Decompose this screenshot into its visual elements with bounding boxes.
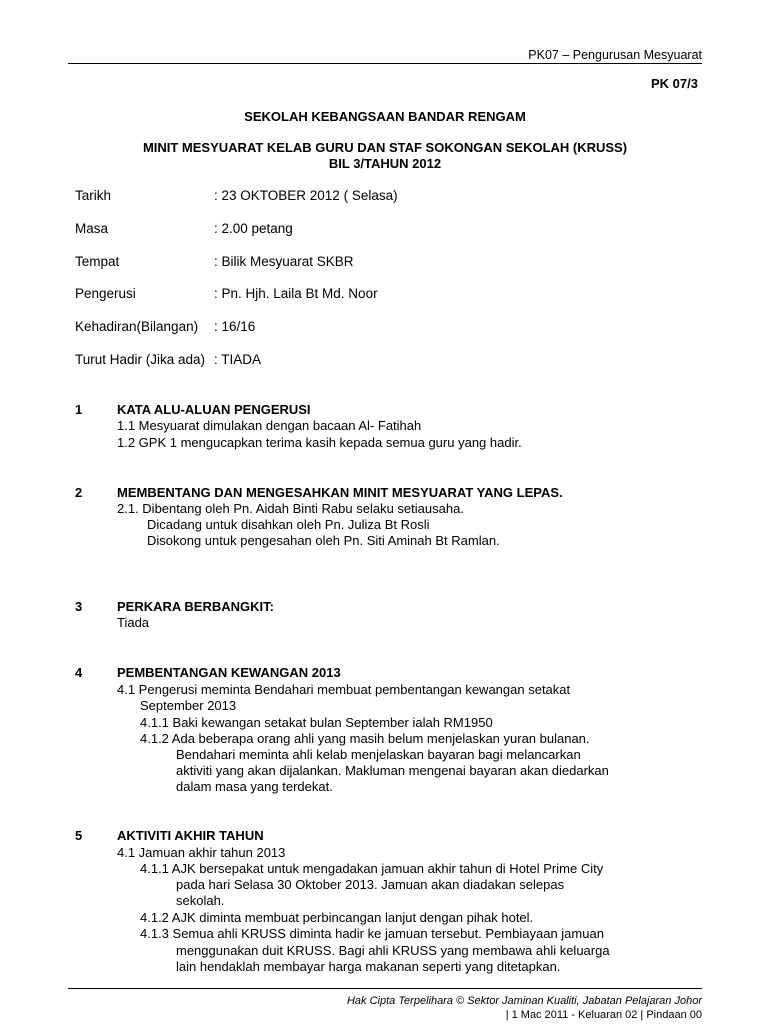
section-line: Disokong untuk pengesahan oleh Pn. Siti Aminah Bt Ramlan. <box>147 533 500 548</box>
info-value: : TIADA <box>214 352 262 367</box>
footer-version: | 1 Mac 2011 - Keluaran 02 | Pindaan 00 <box>505 1009 702 1021</box>
info-value: : 2.00 petang <box>214 221 293 236</box>
section-line: 4.1.1 Baki kewangan setakat bulan September ialah RM1950 <box>140 715 493 730</box>
footer-copyright: Hak Cipta Terpelihara © Sektor Jaminan Kualiti, Jabatan Pelajaran Johor <box>346 995 702 1007</box>
section-heading: PERKARA BERBANGKIT: <box>117 599 274 614</box>
info-value: : Pn. Hjh. Laila Bt Md. Noor <box>214 286 378 301</box>
section-number: 4 <box>75 665 83 680</box>
info-label: Tarikh <box>75 188 112 203</box>
section-number: 1 <box>75 402 83 417</box>
minutes-title: MINIT MESYUARAT KELAB GURU DAN STAF SOKONGAN SEKOLAH (KRUSS) <box>142 140 628 155</box>
document-code: PK 07/3 <box>651 76 698 91</box>
meeting-number: BIL 3/TAHUN 2012 <box>328 156 442 171</box>
section-line: Dicadang untuk disahkan oleh Pn. Juliza Bt Rosli <box>147 517 430 532</box>
section-line: 4.1 Jamuan akhir tahun 2013 <box>117 845 286 860</box>
info-label: Turut Hadir (Jika ada) <box>75 352 206 367</box>
info-label: Masa <box>75 221 109 236</box>
section-line: lain hendaklah membayar harga makanan seperti yang ditetapkan. <box>176 959 561 974</box>
info-label: Kehadiran(Bilangan) <box>75 319 199 334</box>
section-line: 4.1.2 Ada beberapa orang ahli yang masih belum menjelaskan yuran bulanan. <box>140 731 590 746</box>
section-line: Bendahari meminta ahli kelab menjelaskan bayaran bagi melancarkan <box>176 747 581 762</box>
document-reference: PK07 – Pengurusan Mesyuarat <box>528 48 702 62</box>
section-line: pada hari Selasa 30 Oktober 2013. Jamuan akan diadakan selepas <box>176 877 565 892</box>
section-line: 2.1. Dibentang oleh Pn. Aidah Binti Rabu selaku setiausaha. <box>117 501 464 516</box>
section-number: 3 <box>75 599 83 614</box>
section-line: 4.1.3 Semua ahli KRUSS diminta hadir ke jamuan tersebut. Pembiayaan jamuan <box>140 926 604 941</box>
info-label: Pengerusi <box>75 286 136 301</box>
section-line: dalam masa yang terdekat. <box>176 779 333 794</box>
header-divider <box>68 63 702 64</box>
section-heading: MEMBENTANG DAN MENGESAHKAN MINIT MESYUARAT YANG LEPAS. <box>117 485 563 500</box>
school-name: SEKOLAH KEBANGSAAN BANDAR RENGAM <box>244 109 526 124</box>
info-label: Tempat <box>75 254 120 269</box>
info-value: : Bilik Mesyuarat SKBR <box>214 254 354 269</box>
section-heading: AKTIVITI AKHIR TAHUN <box>117 828 264 843</box>
section-heading: PEMBENTANGAN KEWANGAN 2013 <box>117 665 341 680</box>
section-line: 4.1.1 AJK bersepakat untuk mengadakan jamuan akhir tahun di Hotel Prime City <box>140 861 604 876</box>
section-line: 1.2 GPK 1 mengucapkan terima kasih kepada semua guru yang hadir. <box>117 435 522 450</box>
section-number: 2 <box>75 485 83 500</box>
section-line: sekolah. <box>176 893 225 908</box>
section-line: 4.1.2 AJK diminta membuat perbincangan lanjut dengan pihak hotel. <box>140 910 534 925</box>
footer-divider <box>68 988 702 989</box>
section-line: 1.1 Mesyuarat dimulakan dengan bacaan Al- Fatihah <box>117 418 422 433</box>
section-heading: KATA ALU-ALUAN PENGERUSI <box>117 402 311 417</box>
section-number: 5 <box>75 828 83 843</box>
section-line: aktiviti yang akan dijalankan. Makluman mengenai bayaran akan diedarkan <box>176 763 609 778</box>
info-value: : 16/16 <box>214 319 256 334</box>
section-line: Tiada <box>117 615 150 630</box>
info-value: : 23 OKTOBER 2012 ( Selasa) <box>214 188 398 203</box>
section-line: September 2013 <box>140 698 237 713</box>
section-line: menggunakan duit KRUSS. Bagi ahli KRUSS yang membawa ahli keluarga <box>176 943 610 958</box>
section-line: 4.1 Pengerusi meminta Bendahari membuat pembentangan kewangan setakat <box>117 682 571 697</box>
